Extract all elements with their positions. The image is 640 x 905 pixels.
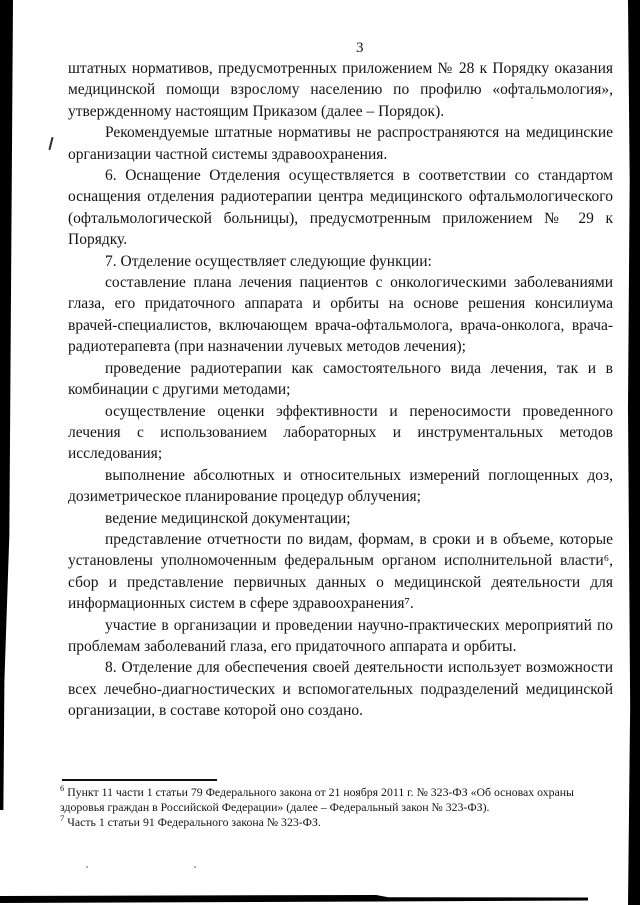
footnote-1-marker: 6	[60, 783, 65, 794]
paragraph-item-6: 6. Оснащение Отделения осуществляется в соответствии со стандартом оснащения отделения радиотерапии центра медицинского офтальмологического (офтальмологической больницы), предусмотренным приложением № 29 к Порядку.	[68, 167, 613, 249]
footnote-1-text: Пункт 11 части 1 статьи 79 Федерального закона от 21 ноября 2011 г. № 323-ФЗ «Об основах охраны здоровья граждан в Российской Федерации» (далее – Федеральный закон № 323-ФЗ).	[60, 785, 574, 815]
footnotes-section	[60, 779, 613, 831]
footnote-2-text: Часть 1 статьи 91 Федерального закона № 323-ФЗ.	[67, 815, 321, 830]
scan-right-border	[628, 0, 640, 905]
paragraph-item-8: 8. Отделение для обеспечения своей деятельности использует возможности всех лечебно-диагностических и вспомогательных подразделений медицинской организации, в составе которой оно создано.	[68, 659, 613, 720]
paragraph: Рекомендуемые штатные нормативы не распространяются на медицинские организации частной системы здравоохранения.	[68, 124, 613, 163]
scan-artifact-mark	[48, 137, 53, 150]
paragraph-function-2: проведение радиотерапии как самостоятельного вида лечения, так и в комбинации с другими методами;	[68, 359, 613, 399]
scan-bottom-border	[0, 895, 588, 903]
paragraph-function-1: составление плана лечения пациентов с онкологическими заболеваниями глаза, его придаточного аппарата и орбиты на основе решения консилиума врачей-специалистов, включающем врача-офтальмолога, врача-онколога, врача-радиотерапевта (при назначении лучевых методов лечения);	[68, 274, 613, 356]
footnote-2-marker: 7	[60, 813, 65, 824]
page-number: 3	[356, 40, 364, 56]
scan-left-border	[0, 0, 13, 810]
scan-artifact-speck	[194, 866, 196, 868]
footnote-2	[60, 815, 613, 830]
paragraph-item-7: 7. Отделение осуществляет следующие функции:	[105, 252, 432, 270]
paragraph-function-5: ведение медицинской документации;	[105, 509, 351, 527]
paragraph-continuation: штатных нормативов, предусмотренных приложением № 28 к Порядку оказания медицинской помощи взрослому населению по профилю «офтальмология», утвержденному настоящим Приказом (далее – Порядок).	[68, 60, 613, 120]
footnote-1	[60, 785, 613, 815]
footnote-separator	[62, 779, 217, 781]
paragraph-function-7: участие в организации и проведении научно-практических мероприятий по проблемам заболеваний глаза, его придаточного аппарата и орбиты.	[68, 616, 613, 655]
scan-artifact-speck	[86, 866, 88, 868]
document-body	[68, 58, 613, 722]
paragraph-function-4: выполнение абсолютных и относительных измерений поглощенных доз, дозиметрическое планирование процедур облучения;	[68, 466, 613, 506]
paragraph-function-3: осуществление оценки эффективности и переносимости проведенного лечения с использованием лабораторных и инструментальных методов исследования;	[68, 402, 613, 463]
paragraph-function-6: представление отчетности по видам, формам, в сроки и в объеме, которые установлены уполномоченным федеральным органом исполнительной власти⁶, сбор и представление первичных данных о медицинской деятельности для информационных систем в сфере здравоохранения⁷.	[68, 530, 613, 613]
